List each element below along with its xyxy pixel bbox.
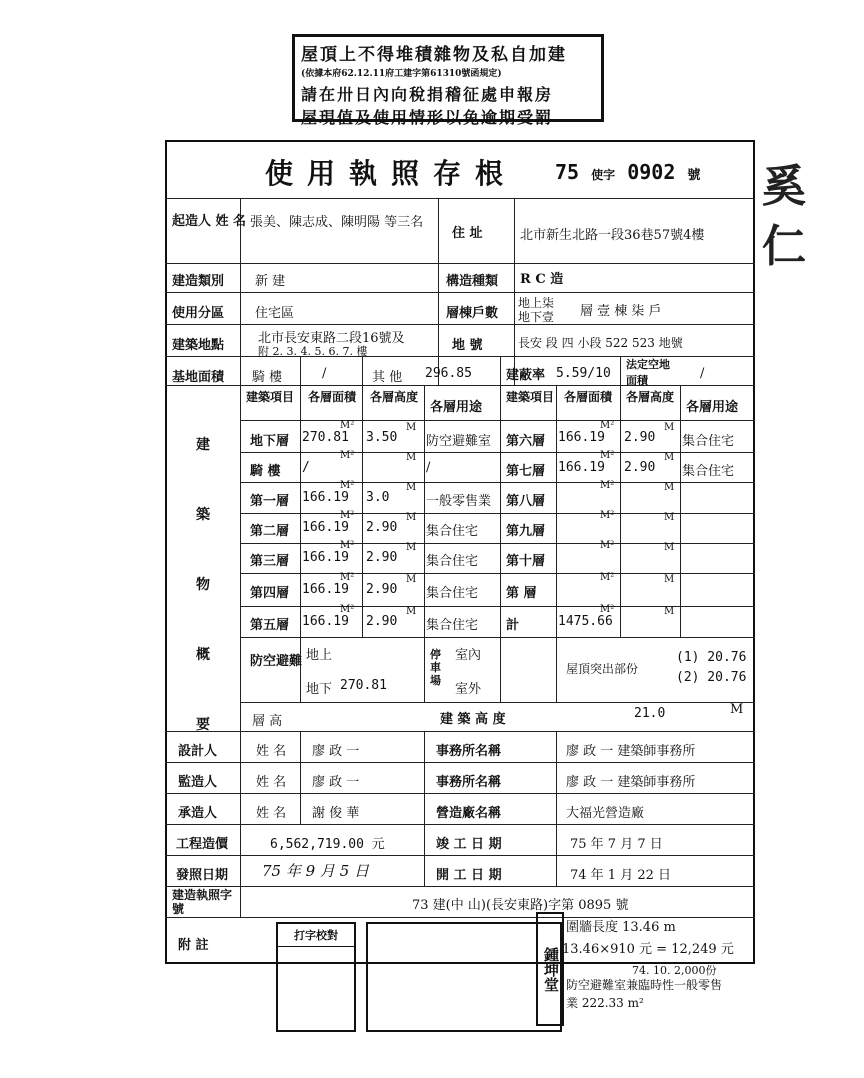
designer-name-label: 姓 名 — [256, 744, 287, 759]
unit-m: M — [664, 606, 675, 617]
unit-m: M — [406, 512, 417, 523]
note-extra-1: 防空避難室兼臨時性一般零售 — [566, 978, 723, 992]
side-mark: 仁 — [762, 221, 806, 272]
floor-name: 計 — [506, 618, 520, 633]
unit-m2: M² — [340, 604, 355, 615]
lot-value: 長安 段 四 小段 522 523 地號 — [518, 336, 683, 350]
floor-name: 第 層 — [506, 586, 537, 601]
notice-line-4: 屋現值及使用情形以免逾期受罰 — [301, 108, 554, 127]
issue-date: 75 年 9 月 5 日 — [262, 862, 370, 880]
legal-empty-label: 法定空地面積 — [626, 358, 670, 387]
floors-below: 地下壹 — [518, 310, 555, 324]
notes-label: 附 註 — [178, 938, 209, 953]
floor-name: 第五層 — [250, 618, 290, 633]
contractor-label: 承造人 — [178, 806, 218, 821]
other-label: 其 他 — [372, 370, 403, 385]
permit-label: 建造執照字號 — [172, 888, 233, 916]
unit-m2: M² — [600, 450, 615, 461]
floor-height: 3.50 — [366, 430, 398, 445]
floor-area: 166.19 — [302, 614, 349, 629]
unit-m2: M² — [600, 604, 615, 615]
floor-area: 166.19 — [302, 550, 349, 565]
floor-area: 166.19 — [302, 490, 349, 505]
note-calc: 13.46×910 元 = 12,249 元 — [562, 942, 734, 957]
applicant-label: 起造人 姓 名 — [172, 214, 247, 229]
contractor-name: 謝 俊 華 — [312, 806, 360, 821]
floor-name: 第八層 — [506, 494, 546, 509]
applicant-value: 張美、陳志成、陳明陽 等三名 — [250, 215, 424, 230]
build-type-value: 新 建 — [255, 274, 286, 289]
note-wall: 圍牆長度 13.46 m — [566, 920, 676, 935]
proofread-stamp — [276, 922, 356, 1032]
floor-height: 2.90 — [624, 460, 656, 475]
parking-indoor: 室內 — [455, 648, 482, 663]
unit-m2: M² — [600, 572, 615, 583]
bldg-height-label: 建 築 高 度 — [440, 712, 506, 727]
floor-use: 集合住宅 — [682, 434, 735, 449]
col-head-height-left: 各層高度 — [370, 390, 419, 404]
parking-outdoor: 室外 — [455, 682, 482, 697]
lot-label: 地 號 — [452, 338, 483, 353]
location-value-1: 北市長安東路二段16號及 — [258, 331, 405, 346]
approval-stamps — [366, 922, 562, 1032]
form-title: 使用執照存根 — [265, 157, 518, 190]
supervisor-label: 監造人 — [178, 775, 218, 790]
unit-m2: M² — [600, 420, 615, 431]
location-label: 建築地點 — [172, 338, 225, 353]
floors-above: 地上柒 — [518, 296, 555, 310]
floor-name: 第三層 — [250, 554, 290, 569]
issue-label: 發照日期 — [176, 868, 229, 883]
shelter-below-area: 270.81 — [340, 678, 387, 693]
floors-rest: 層 壹 棟 柒 戶 — [580, 304, 662, 319]
unit-m: M — [406, 574, 417, 585]
start-date: 74 年 1 月 22 日 — [570, 868, 672, 883]
roof-label: 屋頂突出部份 — [566, 662, 639, 676]
col-head-area-right: 各層面積 — [564, 390, 613, 404]
contractor-name-label: 姓 名 — [256, 806, 287, 821]
address-value: 北市新生北路一段36巷57號4樓 — [520, 228, 705, 243]
unit-m2: M² — [600, 540, 615, 551]
unit-m2: M² — [340, 420, 355, 431]
unit-m: M — [664, 542, 675, 553]
other-area: 296.85 — [425, 366, 472, 381]
notice-line-2: (依據本府62.12.11府工建字第61310號函規定) — [301, 69, 502, 79]
complete-label: 竣 工 日 期 — [436, 837, 502, 852]
floor-name: 地下層 — [250, 434, 290, 449]
floor-name: 第九層 — [506, 524, 546, 539]
floor-area: 166.19 — [302, 520, 349, 535]
floor-use: 集合住宅 — [426, 618, 479, 633]
floor-use: 防空避難室 — [426, 434, 492, 449]
floor-name: 第七層 — [506, 464, 546, 479]
supervisor-office-label: 事務所名稱 — [436, 775, 502, 790]
col-head-item-right: 建築項目 — [506, 390, 555, 404]
floor-name: 騎 樓 — [250, 464, 281, 479]
parking-label: 停車場 — [430, 648, 441, 687]
unit-m: M — [664, 452, 675, 463]
unit-m2: M² — [340, 510, 355, 521]
floors-label: 層棟戶數 — [446, 306, 499, 321]
unit-m2: M² — [340, 540, 355, 551]
location-value-2: 附 2. 3. 4. 5. 6. 7. 樓 — [258, 345, 368, 358]
designer-office-label: 事務所名稱 — [436, 744, 502, 759]
floor-use: 集合住宅 — [426, 554, 479, 569]
note-date: 74. 10. 2,000份 — [632, 964, 717, 977]
unit-m2: M² — [600, 510, 615, 521]
floor-name: 第二層 — [250, 524, 290, 539]
arcade-label: 騎 樓 — [252, 370, 283, 385]
roof-2: (2) 20.76 — [676, 670, 747, 685]
floor-use: 集合住宅 — [426, 586, 479, 601]
unit-m2: M² — [340, 450, 355, 461]
floor-area: 270.81 — [302, 430, 349, 445]
floor-height-label: 層 高 — [252, 714, 283, 729]
floor-name: 第十層 — [506, 554, 546, 569]
contractor-firm: 大福光營造廠 — [566, 806, 645, 821]
col-head-area-left: 各層面積 — [308, 390, 357, 404]
cost-value: 6,562,719.00 元 — [270, 837, 385, 852]
floor-height: 2.90 — [366, 520, 398, 535]
floor-name: 第四層 — [250, 586, 290, 601]
floor-height: 2.90 — [366, 550, 398, 565]
shelter-below: 地下 — [306, 682, 333, 697]
designer-name: 廖 政 一 — [312, 744, 360, 759]
floor-area: 1475.66 — [558, 614, 613, 629]
complete-date: 75 年 7 月 7 日 — [570, 837, 663, 852]
official-seal: 鍾坤堂 — [536, 912, 564, 1026]
floor-use: / — [426, 460, 431, 475]
proofread-label: 打字校對 — [278, 924, 354, 947]
arcade-slash: / — [322, 366, 327, 381]
bldg-height-unit: M — [730, 702, 744, 717]
zone-value: 住宅區 — [255, 306, 295, 321]
unit-m: M — [406, 606, 417, 617]
col-head-item-left: 建築項目 — [246, 390, 295, 404]
floor-area: 166.19 — [558, 430, 605, 445]
coverage-label: 建蔽率 — [506, 368, 546, 383]
floor-name: 第一層 — [250, 494, 290, 509]
floor-area: / — [302, 460, 310, 475]
bldg-height: 21.0 — [634, 706, 666, 721]
notice-line-1: 屋頂上不得堆積雜物及私自加建 — [301, 45, 567, 65]
shelter-above: 地上 — [306, 648, 333, 663]
coverage-value: 5.59/10 — [556, 366, 611, 381]
structure-label: 構造種類 — [446, 274, 499, 289]
unit-m2: M² — [340, 572, 355, 583]
permit-value: 73 建(中 山)(長安東路)字第 0895 號 — [412, 898, 629, 913]
supervisor-name-label: 姓 名 — [256, 775, 287, 790]
floor-height: 2.90 — [366, 614, 398, 629]
unit-m: M — [664, 422, 675, 433]
structure-value: R C 造 — [520, 272, 564, 287]
unit-m: M — [664, 512, 675, 523]
build-type-label: 建造類別 — [172, 274, 225, 289]
notice-line-3: 請在卅日內向稅捐稽征處申報房 — [301, 85, 554, 104]
floor-area: 166.19 — [558, 460, 605, 475]
unit-m: M — [406, 542, 417, 553]
col-head-use-left: 各層用途 — [430, 400, 483, 415]
floor-use: 集合住宅 — [426, 524, 479, 539]
unit-m2: M² — [340, 480, 355, 491]
roof-1: (1) 20.76 — [676, 650, 747, 665]
section-label: 建 築 物 概 要 — [196, 437, 210, 733]
floor-use: 一般零售業 — [426, 494, 492, 509]
side-mark: 奚 — [762, 161, 806, 212]
start-label: 開 工 日 期 — [436, 868, 502, 883]
supervisor-name: 廖 政 一 — [312, 775, 360, 790]
shelter-label: 防空避難 — [250, 654, 303, 669]
cost-label: 工程造價 — [176, 837, 229, 852]
floor-area: 166.19 — [302, 582, 349, 597]
legal-empty-slash: / — [700, 366, 705, 381]
floor-height: 2.90 — [624, 430, 656, 445]
floor-height: 3.0 — [366, 490, 390, 505]
col-head-use-right: 各層用途 — [686, 400, 739, 415]
zone-label: 使用分區 — [172, 306, 225, 321]
unit-m: M — [664, 482, 675, 493]
unit-m2: M² — [600, 480, 615, 491]
floor-use: 集合住宅 — [682, 464, 735, 479]
unit-m: M — [406, 452, 417, 463]
supervisor-office: 廖 政 一 建築師事務所 — [566, 775, 696, 790]
note-extra-2: 業 222.33 m² — [566, 996, 644, 1010]
unit-m: M — [664, 574, 675, 585]
floor-height: 2.90 — [366, 582, 398, 597]
designer-label: 設計人 — [178, 744, 218, 759]
designer-office: 廖 政 一 建築師事務所 — [566, 744, 696, 759]
address-label: 住 址 — [452, 226, 483, 241]
col-head-height-right: 各層高度 — [626, 390, 675, 404]
document-number: 75 使字 0902 號 — [555, 160, 701, 184]
unit-m: M — [406, 482, 417, 493]
contractor-firm-label: 營造廠名稱 — [436, 806, 502, 821]
unit-m: M — [406, 422, 417, 433]
base-area-label: 基地面積 — [172, 370, 225, 385]
floor-name: 第六層 — [506, 434, 546, 449]
notice-box — [292, 34, 604, 127]
